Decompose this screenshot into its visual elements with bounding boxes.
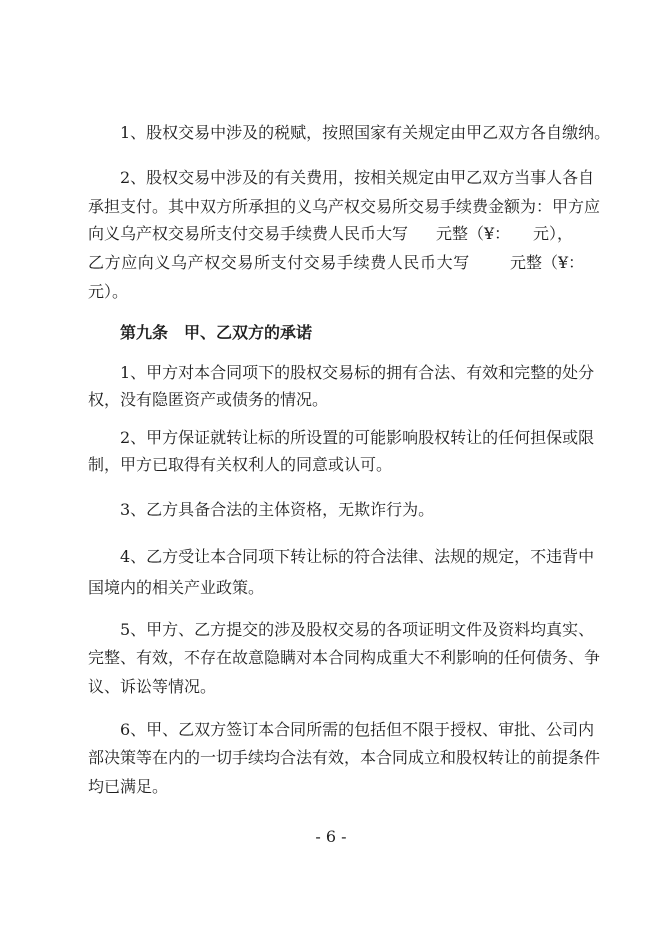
commitment-6: 6、甲、乙双方签订本合同所需的包括但不限于授权、审批、公司内: [120, 720, 595, 739]
fee-clause-line: [88, 253, 585, 273]
fee-clause-line: 2、股权交易中涉及的有关费用，按相关规定由甲乙双方当事人各自: [120, 168, 595, 187]
party-a-fee-text: 向义乌产权交易所支付交易手续费人民币大写: [88, 224, 409, 243]
commitment-5: 完整、有效，不存在故意隐瞒对本合同构成重大不利影响的任何债务、争: [88, 648, 601, 667]
commitment-6: 部决策等在内的一切手续均合法有效，本合同成立和股权转让的前提条件: [88, 748, 601, 767]
commitment-6: 均已满足。: [88, 777, 169, 796]
party-a-fee-yuan: 元整（¥：: [436, 224, 511, 243]
fee-clause-line: [88, 224, 580, 244]
commitment-4: 4、乙方受让本合同项下转让标的符合法律、法规的规定，不违背中: [120, 547, 595, 566]
party-b-fee-text: 乙方应向义乌产权交易所支付交易手续费人民币大写: [88, 253, 470, 272]
tax-clause: 1、股权交易中涉及的税赋，按照国家有关规定由甲乙双方各自缴纳。: [120, 123, 611, 142]
commitment-2: 制，甲方已取得有关权利人的同意或认可。: [88, 455, 393, 474]
fee-clause-line: 元）。: [88, 282, 129, 301]
fee-clause-line: 承担支付。其中双方所承担的义乌产权交易所交易手续费金额为：甲方应: [88, 197, 601, 216]
commitment-1: 权，没有隐匿资产或债务的情况。: [88, 390, 329, 409]
commitment-5: 5、甲方、乙方提交的涉及股权交易的各项证明文件及资料均真实、: [120, 620, 595, 639]
section-heading: 第九条 甲、乙双方的承诺: [120, 323, 313, 342]
party-b-fee-yuan: 元整（¥：: [510, 253, 585, 272]
commitment-4: 国境内的相关产业政策。: [88, 578, 265, 597]
commitment-5: 议、诉讼等情况。: [88, 677, 217, 696]
commitment-3: 3、乙方具备合法的主体资格，无欺诈行为。: [120, 500, 435, 519]
party-a-fee-end: 元），: [533, 224, 574, 243]
commitment-1: 1、甲方对本合同项下的股权交易标的拥有合法、有效和完整的处分: [120, 363, 595, 382]
commitment-2: 2、甲方保证就转让标的所设置的可能影响股权转让的任何担保或限: [120, 428, 595, 447]
page-number: - 6 -: [315, 827, 347, 846]
